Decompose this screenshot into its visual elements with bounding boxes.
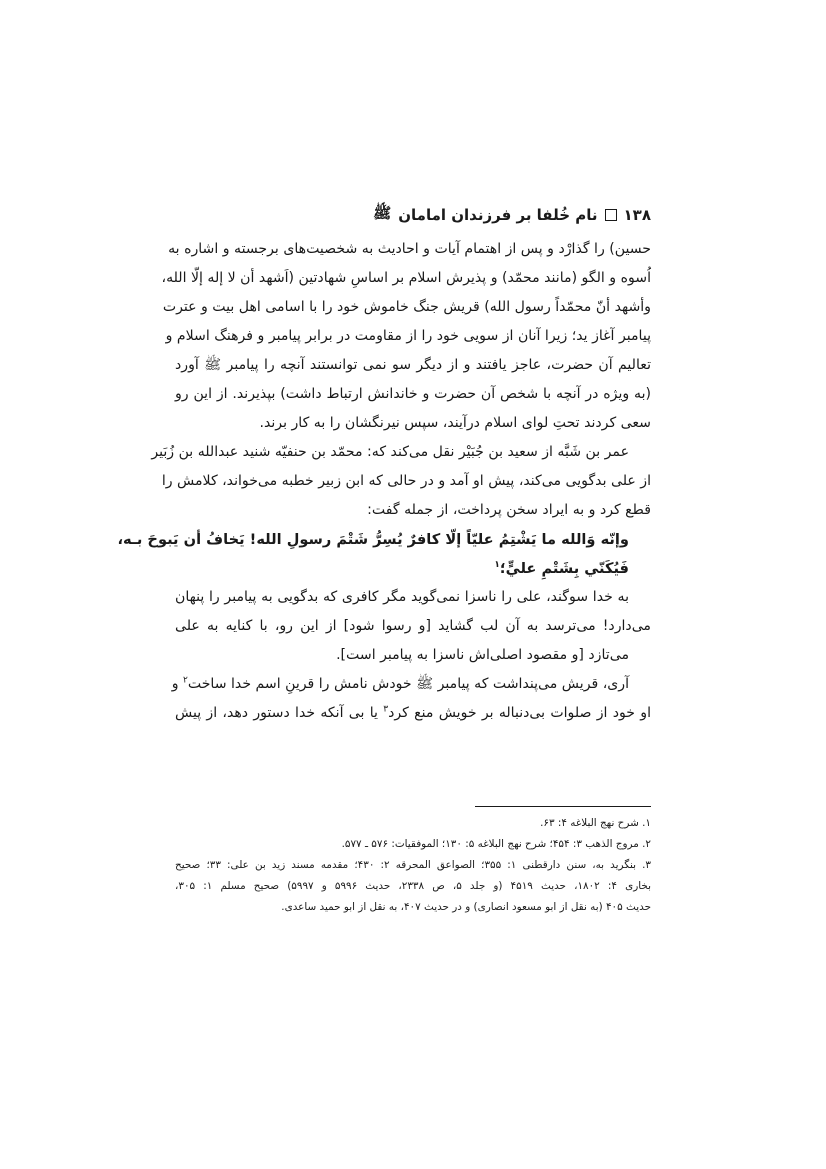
text-line: تعالیم آن حضرت، عاجز یافتند و از دیگر سو نمی توانستند آنچه را پیامبر ﷺ آورد bbox=[175, 357, 651, 373]
running-title: نام خُلفا بر فرزندان امامان bbox=[398, 206, 598, 224]
text-fragment: آری، قریش می‌پنداشت که پیامبر ﷺ خودش نامش را قرینِ اسم خدا ساخت bbox=[187, 676, 629, 692]
footnote: حدیث ۴۰۵ (به نقل از ابو مسعود انصاری) و در حدیث ۴۰۷، به نقل از ابو حمید ساعدی. bbox=[281, 901, 651, 913]
text-line: عمر بن شَبَّه از سعید بن جُبَیْر نقل می‌کند که: محمّد بن حنفیّه شنید عبدالله بن زُبَیر bbox=[151, 444, 629, 460]
square-bullet-icon bbox=[605, 209, 617, 221]
text-line: پیامبر آغاز ید؛ زیرا آنان از سویی خود را از مقاومت در برابر پیامبر و فرهنگ اسلام و bbox=[165, 328, 651, 344]
honorific-glyph: ﷺ bbox=[373, 204, 392, 222]
text-fragment: یا بی آنکه خدا دستور دهد، از پیش bbox=[175, 705, 384, 721]
footnote: ۳. بنگرید به، سنن دارقطنی ۱: ۳۵۵؛ الصواعق المحرقه ۲: ۴۳۰؛ مقدمه مسند زید بن علی: ۳۳؛ صحیح bbox=[175, 859, 652, 871]
footnote: بخاری ۴: ۱۸۰۲، حدیث ۴۵۱۹ (و جلد ۵، ص ۲۳۳۸، حدیث ۵۹۹۶ و ۵۹۹۷) صحیح مسلم ۱: ۳۰۵، bbox=[175, 880, 652, 892]
translation-line: می‌تازد [و مقصود اصلی‌اش ناسزا به پیامبر است]. bbox=[336, 647, 629, 663]
arabic-quote-line bbox=[175, 554, 651, 583]
footnotes bbox=[175, 813, 651, 918]
footnote-mark: ۳ bbox=[383, 704, 389, 715]
arabic-quote-text: فَيُكَنّي بِشَتْمِ عليٍّ؛ bbox=[499, 560, 629, 577]
footnote: ۱. شرح نهج البلاغه ۴: ۶۳. bbox=[540, 817, 651, 829]
running-header bbox=[171, 203, 651, 227]
text-line: سعی کردند تحتِ لوای اسلام درآیند، سپس نیرنگشان را به کار برند. bbox=[259, 415, 651, 431]
text-line: از علی بدگویی می‌کند، پیش او آمد و در حالی که ابن زبیر خطبه می‌خواند، کلامش را bbox=[161, 473, 651, 489]
text-line bbox=[175, 699, 651, 728]
arabic-quote-line: وإنّه وَالله ما يَشْتِمُ عليّاً إلّا كافرٌ يُسِرُّ شَتْمَ رسولِ الله! يَخافُ أن يَبوحَ بـه، bbox=[117, 531, 629, 548]
text-line bbox=[171, 670, 651, 699]
text-fragment: و bbox=[171, 676, 184, 692]
text-fragment: او خود از صلوات بی‌دنباله بر خویش منع کرد bbox=[388, 705, 651, 721]
text-line: اُسوه و الگو (مانند محمّد) و پذیرش اسلام بر اساسِ شهادتین (اَشهد أن لا إله إلّا الله، bbox=[161, 270, 651, 286]
text-line: قطع کرد و به ایراد سخن پرداخت، از جمله گفت: bbox=[367, 502, 651, 518]
footnote-mark: ۱ bbox=[494, 560, 500, 571]
text-line: وأشهد أنّ محمّداً رسول الله) قریش جنگ خاموش خود را با اسامی اهل بیت و عترت bbox=[162, 299, 651, 315]
text-line: (به ویژه در آنچه با شخص آن حضرت و خاندانش ارتباط داشت) بپذیرند. از این رو bbox=[175, 386, 651, 402]
translation-line: می‌دارد! می‌ترسد به آن لب گشاید [و رسوا شود] از این رو، با کنایه به علی bbox=[175, 618, 651, 634]
page-number: ۱۳۸ bbox=[623, 206, 651, 224]
main-text bbox=[117, 235, 651, 728]
text-line: حسین) را گذارْد و پس از اهتمام آیات و احادیث به شخصیت‌های برجسته و اشاره به bbox=[168, 241, 651, 257]
footnote-divider bbox=[475, 806, 651, 807]
footnote: ۲. مروج الذهب ۳: ۴۵۴؛ شرح نهج البلاغه ۵: ۱۳۰؛ الموفقیات: ۵۷۶ ـ ۵۷۷. bbox=[341, 838, 651, 850]
translation-line: به خدا سوگند، علی را ناسزا نمی‌گوید مگر کافری که بدگویی به پیامبر را پنهان bbox=[175, 589, 629, 605]
footnote-mark: ۲ bbox=[183, 675, 188, 686]
